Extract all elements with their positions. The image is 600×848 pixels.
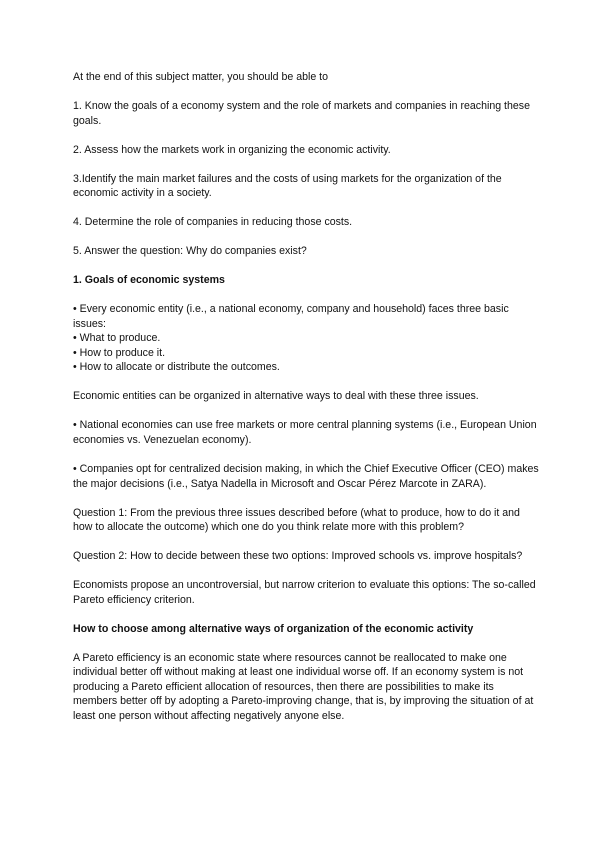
issue-item-allocate: • How to allocate or distribute the outcomes.	[73, 361, 280, 374]
objective-5: 5. Answer the question: Why do companies exist?	[73, 245, 307, 258]
objective-2: 2. Assess how the markets work in organizing the economic activity.	[73, 143, 391, 156]
issue-item-what: • What to produce.	[73, 332, 161, 345]
section-1-heading: 1. Goals of economic systems	[73, 274, 225, 287]
intro-text: At the end of this subject matter, you should be able to	[73, 71, 328, 83]
economists-text: Economists propose an uncontroversial, but narrow criterion to evaluate this options: The so-called Pareto efficiency criterion.	[73, 579, 536, 606]
objective-3: 3.Identify the main market failures and the costs of using markets for the organization of the economic activity in a society.	[73, 172, 502, 200]
objective-4: 4. Determine the role of companies in reducing those costs.	[73, 216, 353, 229]
companies-bullet: • Companies opt for centralized decision making, in which the Chief Executive Officer (CEO) makes the major decisions (i.e., Satya Nadella in Microsoft and Oscar Pérez Marcote in ZARA).	[73, 463, 539, 490]
issues-block	[73, 302, 540, 375]
question-2: Question 2: How to decide between these two options: Improved schools vs. improve hospitals?	[73, 550, 523, 563]
question-1: Question 1: From the previous three issues described before (what to produce, how to do it and how to allocate the outcome) which one do you think relate more with this problem?	[73, 506, 520, 534]
pareto-paragraph: A Pareto efficiency is an economic state where resources cannot be reallocated to make one individual better off without making at least one individual worse off. If an economy system is not producing a Pareto efficient allocation of resources, then there are possibilities to make its members better off by adopting a Pareto-improving change, that is, by improving the situation of at least one person without affecting negatively anyone else.	[73, 651, 534, 723]
objective-1: 1. Know the goals of a economy system and the role of markets and companies in reaching these goals.	[73, 99, 530, 127]
issue-item-how: • How to produce it.	[73, 346, 166, 359]
national-economies-bullet: • National economies can use free markets or more central planning systems (i.e., European Union economies vs. Venezuelan economy).	[73, 419, 537, 447]
organized-text: Economic entities can be organized in alternative ways to deal with these three issues.	[73, 390, 479, 403]
section-2-heading: How to choose among alternative ways of organization of the economic activity	[73, 622, 474, 635]
issues-lead: • Every economic entity (i.e., a national economy, company and household) faces three basic issues:	[73, 303, 509, 330]
